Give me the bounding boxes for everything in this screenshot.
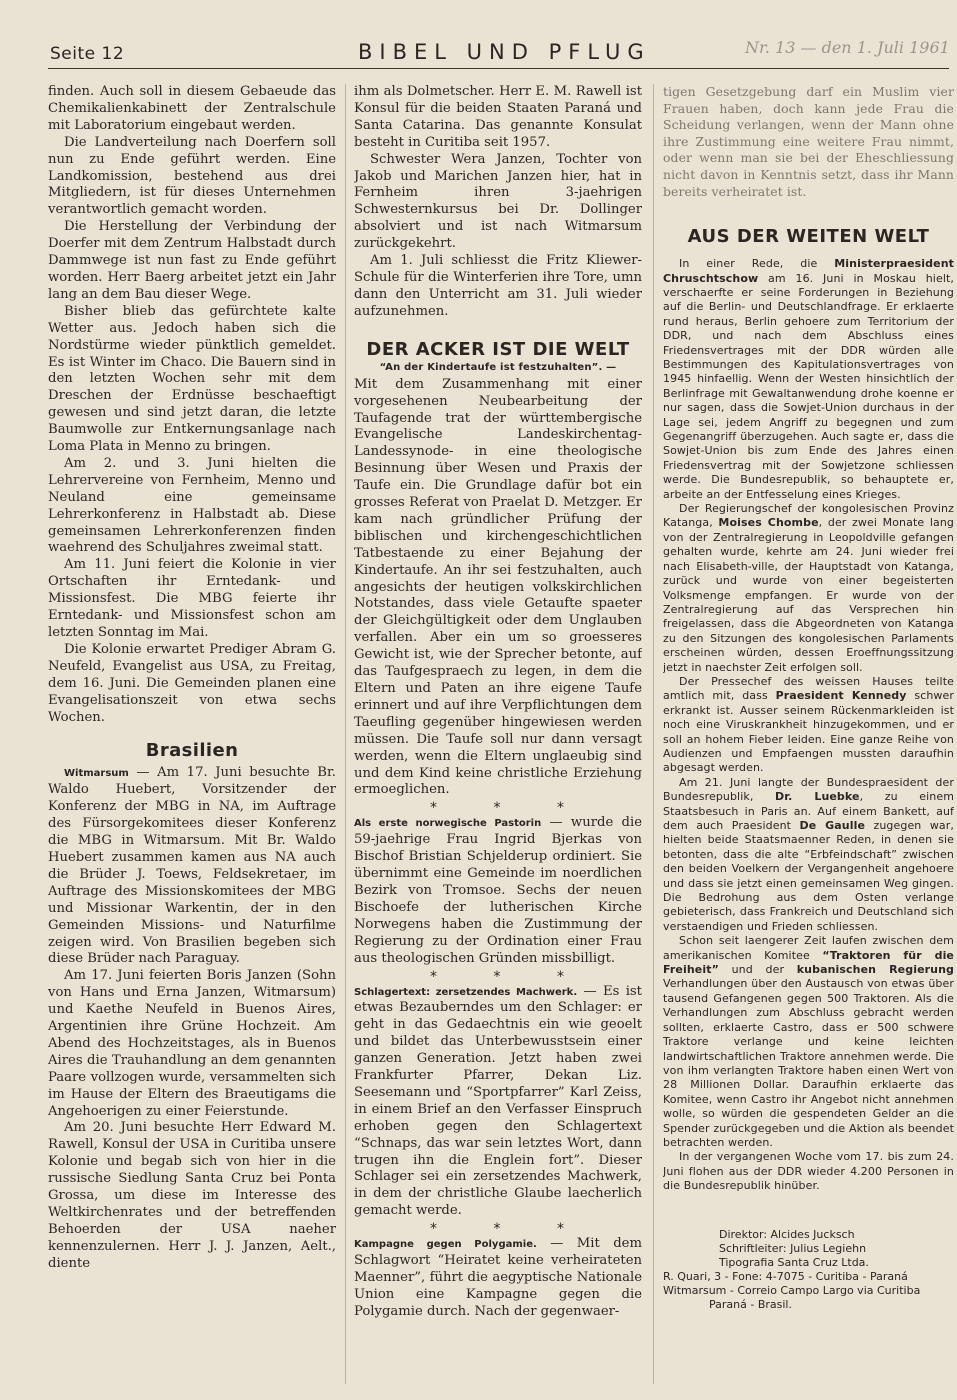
article-paragraph: Die Kolonie erwartet Prediger Abram G. Neufeld, Evangelist aus USA, zu Freitag, dem 16. Juni. Die Gemeinden planen eine Evangelisationszeit von etwa sechs Wochen. <box>48 641 336 725</box>
article-paragraph: Witmarsum — Am 17. Juni besuchte Br. Waldo Huebert, Vorsitzender der Konferenz der MBG in NA, im Auftrage des Fürsorgekomitees dieser Konferenz die MBG in Witmarsum. Mit Br. Waldo Huebert zusammen kamen aus NA auch die Brüder J. Toews, Feldsekretaer, im Auftrage des Missionskomitees der MBG und Missionar Warkentin, der in den Gemeinden Missions- und Naturfilme zeigen wird. Von Brasilien begeben sich diese Brüder nach Paraguay. <box>48 765 336 967</box>
article-paragraph: ihm als Dolmetscher. Herr E. M. Rawell ist Konsul für die beiden Staaten Paraná und Santa Catarina. Das genannte Konsulat besteht in Curitiba seit 1957. <box>354 84 642 150</box>
imprint-country: Paraná - Brasil. <box>709 1297 792 1311</box>
separator-stars: * * * <box>430 800 590 817</box>
column-divider <box>653 84 654 1384</box>
article-paragraph: Am 1. Juli schliesst die Fritz Kliewer-Schule für die Winterferien ihre Tore, umn dann den Unterricht am 31. Juli wieder aufzunehmen. <box>354 253 642 319</box>
separator-stars: * * * <box>430 1221 590 1238</box>
column-middle <box>354 84 642 1394</box>
article-paragraph: Schon seit laengerer Zeit laufen zwischen dem amerikanischen Komitee “Traktoren für die Freiheit” und der kubanischen Regierung Verhandlungen über den Austausch von etwas über tausend Gefangenen gegen 500 Traktoren. Als die Verhandlungen zum Abschluss gebracht werden sollten, erklaerte Castro, dass er 500 schwere Traktore verlange und keine leichten landwirtschaftlichen Traktore annehmen werde. Die von ihm verlangten Traktore haben einen Wert von 28 Millionen Dollar. Daraufhin erklaerte das Komitee, wenn Castro ihr Angebot nicht annehmen wolle, so würden die gespendeten Gelder an die Spender zurückgegeben und die Aktion als beendet betrachten werden. <box>663 934 954 1149</box>
article-paragraph: finden. Auch soll in diesem Gebaeude das Chemikalienkabinett der Zentralschule mit Laboratorium eingebaut werden. <box>48 84 336 133</box>
article-paragraph: Der Pressechef des weissen Hauses teilte amtlich mit, dass Praesident Kennedy schwer erkrankt ist. Ausser seinem Rückenmarkleiden ist noch eine Viruskrankheit hinzugekommen, und er soll an hohem Fieber leiden. Eine ganze Reihe von Audienzen und Empfaengen mussten daraufhin abgesagt werden. <box>663 674 954 775</box>
article-paragraph: In der vergangenen Woche vom 17. bis zum 24. Juni flohen aus der DDR wieder 4.200 Personen in die Bundesrepublik hinüber. <box>663 1150 954 1193</box>
imprint <box>663 1228 954 1312</box>
article-paragraph: Die Landverteilung nach Doerfern soll nun zu Ende geführt werden. Eine Landkomission, bestehend aus drei Mitgliedern, ist für dieses Unternehmen verantwortlich gemacht worden. <box>48 134 336 218</box>
article-paragraph: Am 11. Juni feiert die Kolonie in vier Ortschaften ihr Erntedank- und Missionsfest. Die MBG feierte ihr Erntedank- und Missionsfest schon am letzten Sonntag im Mai. <box>48 557 336 640</box>
paragraph-lead: Kampagne gegen Polygamie. <box>354 1239 537 1251</box>
article-paragraph: In einer Rede, die Ministerpraesident Chruschtschow am 16. Juni in Moskau hielt, verschaerfte er seine Forderungen in Beziehung auf die Berlin- und Deutschlandfrage. Er erklaerte rund heraus, Berlin gehoere zum Territorium der DDR, und nach dem Abschluss eines Friedensvertrages mit der DDR würden alle Bestimmungen des Kapitulationsvertrages von 1945 hinfaellig. Wenn der Westen hinsichtlich der Berlinfrage mit Gewaltanwendung drohe koenne er nur sagen, dass die Sowjet-Union durchaus in der Lage sei, jedem Angriff zu begegnen und zum Gegenangriff überzugehen. Auch sagte er, dass die Sowjet-Union bis zum Ende des Jahres einen Friedensvertrag mit der Sowjetzone schliessen werde. Die Bundesrepublik, so behauptete er, arbeite an der Entfesselung eines Krieges. <box>663 257 954 501</box>
separator-stars: * * * <box>430 968 590 985</box>
article-paragraph: Am 21. Juni langte der Bundespraesident der Bundesrepublik, Dr. Luebke, zu einem Staatsbesuch in Paris an. Auf einem Bankett, auf dem auch Praesident De Gaulle zugegen war, hielten beide Staatsmaenner Reden, in denen sie betonten, dass die alte “Erbfeindschaft” zwischen den beiden Voelkern der Vergangenheit angehoere und dass sie jetzt einen gemeinsamen Weg gingen. Die Bedrohung aus dem Osten verlange gebieterisch, dass Frankreich und Deutschland sich verstaendigen und Frieden schliessen. <box>663 775 954 933</box>
page-header <box>0 38 957 78</box>
article-paragraph: Am 17. Juni feierten Boris Janzen (Sohn von Hans und Erna Janzen, Witmarsum) und Kaethe Neufeld in Buenos Aires, Argentinien ihre Grüne Hochzeit. Am Abend des Hochzeitstages, als in Buenos Aires die Trauhandlung an dem genannten Paare vollzogen wurde, versammelten sich im Hause der Eltern des Braeutigams die Angehoerigen zu einer Feierstunde. <box>48 968 336 1119</box>
imprint-editor: Schriftleiter: Julius Legiehn <box>719 1241 867 1255</box>
column-right <box>663 84 954 1394</box>
page-number: Seite 12 <box>50 44 125 64</box>
article-subheading: “An der Kindertaufe ist festzuhalten”. — <box>379 361 617 373</box>
imprint-director: Direktor: Alcides Jucksch <box>719 1227 855 1241</box>
paragraph-lead: Als erste norwegische Pastorin <box>354 818 542 830</box>
column-divider <box>345 84 346 1384</box>
masthead-title: BIBEL UND PFLUG <box>358 40 651 64</box>
imprint-printer: Tipografia Santa Cruz Ltda. <box>719 1255 869 1269</box>
imprint-address: R. Quari, 3 - Fone: 4-7075 - Curitiba - Paraná <box>663 1269 908 1283</box>
polygamie-continuation <box>663 84 954 200</box>
world-news-block <box>663 257 954 1193</box>
article-paragraph: Kampagne gegen Polygamie. — Mit dem Schlagwort “Heiratet keine verheirateten Maenner”, führt die aegyptische Nationale Union eine Kampagne gegen die Polygamie durch. Nach der gegenwaer- <box>354 1236 642 1319</box>
section-heading-brasilien: Brasilien <box>145 740 239 762</box>
section-heading-weiten-welt: AUS DER WEITEN WELT <box>687 226 930 248</box>
article-paragraph: Am 2. und 3. Juni hielten die Lehrervereine von Fernheim, Menno und Neuland eine gemeinsame Lehrerkonferenz in Halbstadt ab. Diese gemeinsamen Lehrerkonferenzen finden waehrend des Schuljahres zweimal statt. <box>48 455 336 556</box>
header-rule <box>48 68 949 69</box>
article-paragraph: Als erste norwegische Pastorin — wurde die 59-jaehrige Frau Ingrid Bjerkas von Bischof Bristian Schjelderup ordiniert. Sie übernimmt eine Gemeinde im noerdlichen Bezirk von Tromsoe. Sechs der neuen Bischoefe der lutherischen Kirche Norwegens haben die Zustimmung der Regierung zu der Ordination einer Frau aus theologischen Gründen missbilligt. <box>354 815 642 966</box>
paragraph-lead: Witmarsum <box>64 768 129 780</box>
article-paragraph: Mit dem Zusammenhang mit einer vorgesehenen Neubearbeitung der Taufagende trat der württembergische Evangelische Landeskirchentag-Landessynode- in eine theologische Besinnung über Wesen und Praxis der Taufe ein. Die Grundlage dafür bot ein grosses Referat von Praelat D. Metzger. Er kam nach gründlicher Prüfung der biblischen und kirchengeschichtlichen Tatbestaende zu einer Bejahung der Kindertaufe. An ihr sei festzuhalten, auch angesichts der heutigen volkskirchlichen Notstandes, dass viele Getaufte spaeter der Gleichgültigkeit oder dem Unglauben verfallen. Aber ein um so groesseres Gewicht ist, wie der Sprecher betonte, auf das Taufgespraech zu legen, in dem die Eltern und Paten an ihre eigene Taufe erinnert und auf ihre Verpflichtungen dem Taeufling gegenüber hingewiesen werden müssen. Die Taufe soll nur dann versagt werden, wenn die Eltern unglaeubig sind und dem Kind keine christliche Erziehung ermoeglichen. <box>354 376 642 798</box>
article-paragraph: Bisher blieb das gefürchtete kalte Wetter aus. Jedoch haben sich die Nordstürme wieder pünktlich gemeldet. Es ist Winter im Chaco. Die Bauern sind in den letzten Wochen sehr mit dem Dreschen der Erdnüsse beschaeftigt gewesen und sind jetzt daran, die letzte Baumwolle zur Entkernungsanlage nach Loma Plata in Menno zu bringen. <box>48 303 336 455</box>
article-paragraph: Am 20. Juni besuchte Herr Edward M. Rawell, Konsul der USA in Curitiba unsere Kolonie und begab sich von hier in die russische Siedlung Santa Cruz bei Ponta Grossa, um diese im Interesse des Weltkirchenrates und der betreffenden Behoerden der USA naeher kennenzulernen. Herr J. J. Janzen, Aelt., diente <box>48 1120 336 1271</box>
issue-date: Nr. 13 — den 1. Juli 1961 <box>745 38 950 57</box>
article-paragraph: Der Regierungschef der kongolesischen Provinz Katanga, Moises Chombe, der zwei Monate lang von der Zentralregierung in Leopoldville gefangen gehalten wurde, kehrte am 24. Juni wieder frei nach Elisabeth-ville, der Hauptstadt von Katanga, zurück und wurde von einer begeisterten Volksmenge empfangen. Er wurde von der Zentralregierung auf das Versprechen hin freigelassen, dass die Abgeordneten von Katanga zu den Sitzungen des kongolesischen Parlaments erscheinen würden, dessen Eroeffnungssitzung jetzt in naechster Zeit erfolgen soll. <box>663 502 954 674</box>
article-paragraph: Die Herstellung der Verbindung der Doerfer mit dem Zentrum Halbstadt durch Dammwege ist nun fast zu Ende geführt worden. Herr Baerg arbeitet jetzt ein Jahr lang an dem Bau dieser Wege. <box>48 219 336 302</box>
article-paragraph: tigen Gesetzgebung darf ein Muslim vier Frauen haben, doch kann jede Frau die Scheidung verlangen, wenn der Mann ohne ihre Zustimmung eine weitere Frau nimmt, oder wenn man sie bei der Eheschliessung nicht davon in Kenntnis setzt, dass ihr Mann bereits verheiratet ist. <box>663 84 954 199</box>
column-left <box>48 84 336 1384</box>
section-heading-acker: DER ACKER IST DIE WELT <box>366 338 630 360</box>
article-paragraph: Schlagertext: zersetzendes Machwerk. — Es ist etwas Bezauberndes um den Schlager: er geht in das Gedaechtnis ein wie geoelt und bildet das Unterbewusstsein einer ganzen Generation. Jetzt haben zwei Frankfurter Pfarrer, Dekan Liz. Seesemann und “Sportpfarrer” Karl Zeiss, in einem Brief an den Verfasser Einspruch erhoben gegen den Schlagertext “Schnaps, das war sein letztes Wort, dann trugen ihn die Englein fort”. Dieser Schlager sei ein zersetzendes Machwerk, in dem der christliche Glaube laecherlich gemacht werde. <box>354 983 642 1219</box>
imprint-postal: Witmarsum - Correio Campo Largo via Curitiba <box>663 1283 921 1297</box>
article-paragraph: Schwester Wera Janzen, Tochter von Jakob und Marichen Janzen hier, hat in Fernheim ihren 3-jaehrigen Schwesternkursus bei Dr. Dollinger absolviert und ist nach Witmarsum zurückgekehrt. <box>354 151 642 252</box>
paragraph-lead: Schlagertext: zersetzendes Machwerk. <box>354 986 578 998</box>
